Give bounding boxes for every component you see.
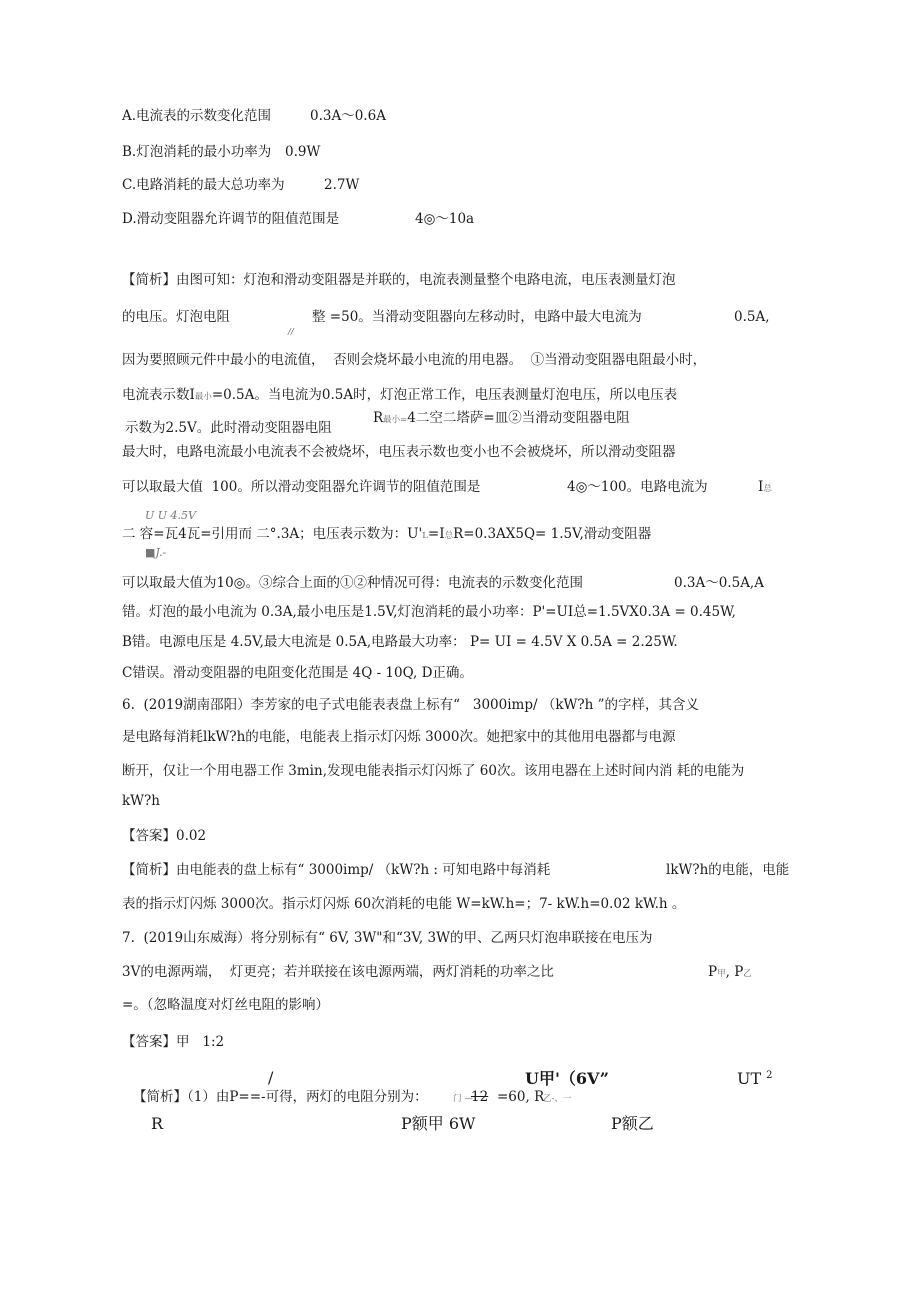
analysis5-line-4b: =0.5A。当电流为0.5A时，灯泡正常工作，电压表测量灯泡电压，所以电压表 xyxy=(211,387,678,403)
analysis5-line-8a: 二 容=瓦4瓦=引用而 二°.3A；电压表示数为：U' xyxy=(122,526,423,542)
q7-answer: 【答案】甲 1:2 xyxy=(122,1034,225,1050)
subscript-l: L xyxy=(422,531,428,541)
option-b-label: B.灯泡消耗的最小功率为 xyxy=(122,144,272,160)
analysis5-line-5b-text: 4二空二塔萨=皿②当滑动变阻器电阻 xyxy=(407,410,630,426)
analysis5-line-9a: 可以取最大值为10◎。③综合上面的①②种情况可得：电流表的示数变化范围 xyxy=(122,575,583,591)
option-b-value: 0.9W xyxy=(285,144,321,160)
analysis5-line-1: 【简析】由图可知：灯泡和滑动变阻器是并联的，电流表测量整个电路电流，电压表测量灯泡 xyxy=(122,272,676,288)
formula-slash: / xyxy=(268,1068,274,1087)
p-symbol-2: , P xyxy=(725,964,744,980)
r-symbol: R xyxy=(373,410,384,426)
q7-line-1: 7. (2019山东威海）将分别标有“ 6V, 3W"和“3V, 3W的甲、乙两只灯泡串联接在电压为 xyxy=(122,930,653,946)
analysis5-line-11: B错。电源电压是 4.5V,最大电流是 0.5A,电路最大功率： P= UI = 4.5V X 0.5A = 2.25W. xyxy=(122,634,678,650)
analysis5-line-7a: 可以取最大值 100。所以滑动变阻器允许调节的阻值范围是 xyxy=(122,479,481,495)
analysis5-line-4 xyxy=(122,389,677,403)
option-c-value: 2.7W xyxy=(324,177,360,193)
formula-denominator-2: P额乙 xyxy=(611,1114,654,1133)
q6-line-4: kW?h xyxy=(122,793,160,809)
lamp-resistance-fraction: // xyxy=(288,327,294,337)
option-d xyxy=(122,211,475,227)
subscript-yi: 乙 xyxy=(743,969,752,979)
q6-analysis-line-1 xyxy=(122,864,802,884)
analysis5-line-9 xyxy=(122,577,802,597)
option-c xyxy=(122,177,360,193)
analysis5-line-8 xyxy=(122,528,651,542)
fraction-bottom-line: ■J.- xyxy=(145,546,167,559)
option-c-label: C.电路消耗的最大总功率为 xyxy=(122,177,285,193)
formula-numerator-2 xyxy=(737,1071,773,1087)
q7-analysis-small-2: 乙-、一 xyxy=(543,1094,572,1104)
formula-denominator-0: R xyxy=(151,1114,164,1133)
p-symbol-1: P xyxy=(708,964,718,980)
option-a-label: A.电流表的示数变化范围 xyxy=(122,108,272,124)
current-symbol: I xyxy=(758,479,764,495)
q6-answer: 【答案】0.02 xyxy=(122,828,207,844)
analysis5-line-9b: 0.3A〜0.5A,A xyxy=(674,575,764,591)
subscript-min: 最小 xyxy=(194,392,212,402)
analysis5-line-4a: 电流表示数I xyxy=(122,387,195,403)
analysis5-line-2a: 的电压。灯泡电阻 xyxy=(122,309,230,325)
q7-analysis-1b: 12 xyxy=(471,1089,489,1105)
option-b xyxy=(122,144,321,160)
analysis5-line-5 xyxy=(125,412,725,442)
option-a xyxy=(122,108,386,124)
analysis5-line-2 xyxy=(122,311,822,341)
option-a-value: 0.3A〜0.6A xyxy=(310,108,386,124)
analysis5-line-7b: 4◎〜100。电路电流为 xyxy=(567,479,708,495)
formula-denominator-1: P额甲 6W xyxy=(401,1114,476,1133)
q7-line-3: =。（忽略温度对灯丝电阻的影响） xyxy=(122,997,330,1013)
q7-analysis-small-1: 门 — xyxy=(453,1094,473,1104)
q7-analysis-1a: 【简析】（1）由P==-可得，两灯的电阻分别为： xyxy=(133,1089,428,1105)
analysis5-line-2b: 整 =50。当滑动变阻器向左移动时，电路中最大电流为 xyxy=(312,309,642,325)
q6-analysis-line-2: 表的指示灯闪烁 3000次。指示灯闪烁 60次消耗的电能 W=kW.h=；7- kW.h=0.02 kW.h 。 xyxy=(122,896,686,912)
q7-analysis-line-1 xyxy=(133,1091,733,1113)
fraction-top-line: U U 4.5V xyxy=(145,509,196,522)
analysis5-line-5b xyxy=(373,412,630,426)
q6-line-3: 断开，仅让一个用电器工作 3min,发现电能表指示灯闪烁了 60次。该用电器在上述时间内消 耗的电能为 xyxy=(122,763,745,779)
superscript-2: 2 xyxy=(766,1070,773,1081)
subscript-jia: 甲 xyxy=(717,969,726,979)
analysis5-line-3: 因为要照顾元件中最小的电流值， 否则会烧坏最小电流的用电器。 ①当滑动变阻器电阻最小时， xyxy=(122,352,707,368)
analysis5-line-8b: =I xyxy=(427,526,445,542)
subscript-min-eq: 最小= xyxy=(383,415,408,425)
analysis5-line-2c: 0.5A, xyxy=(734,309,770,325)
q6-analysis-1b: lkW?h的电能，电能 xyxy=(666,862,790,878)
subscript-total-2: 总 xyxy=(444,531,454,541)
q7-analysis-1c: =60, R xyxy=(497,1089,545,1105)
q6-analysis-1a: 【简析】由电能表的盘上标有“ 3000imp/ （kW?h : 可知电路中每消耗 xyxy=(122,862,551,878)
analysis5-line-10: 错。灯泡的最小电流为 0.3A,最小电压是1.5V,灯泡消耗的最小功率：P'=UI总=1.5VX0.3A = 0.45W, xyxy=(122,604,736,620)
analysis5-line-7 xyxy=(122,481,802,501)
q6-line-2: 是电路每消耗lkW?h的电能，电能表上指示灯闪烁 3000次。她把家中的其他用电器都与电源 xyxy=(122,729,676,745)
option-d-value: 4◎〜10a xyxy=(415,211,475,227)
analysis5-line-6: 最大时，电路电流最小电流表不会被烧坏，电压表示数也变小也不会被烧坏，所以滑动变阻器 xyxy=(122,444,676,460)
analysis5-line-8c: R=0.3AX5Q= 1.5V,滑动变阻器 xyxy=(453,526,652,542)
q6-line-1: 6. (2019湖南邵阳）李芳家的电子式电能表表盘上标有“ 3000imp/ （kW?h ”的字样，其含义 xyxy=(122,697,699,713)
formula-numerator-2-text: UT xyxy=(737,1069,762,1088)
subscript-total: 总 xyxy=(763,484,772,494)
q7-line-2a: 3V的电源两端， 灯更亮；若并联接在该电源两端，两灯消耗的功率之比 xyxy=(122,964,554,980)
option-d-label: D.滑动变阻器允许调节的阻值范围是 xyxy=(122,211,340,227)
analysis5-line-12: C错误。滑动变阻器的电阻变化范围是 4Q - 10Q, D正确。 xyxy=(122,665,473,681)
q7-line-2 xyxy=(122,966,802,986)
formula-numerator-1: U甲'（6V” xyxy=(525,1069,609,1088)
analysis5-line-5a: 示数为2.5V。此时滑动变阻器电阻 xyxy=(125,420,332,436)
